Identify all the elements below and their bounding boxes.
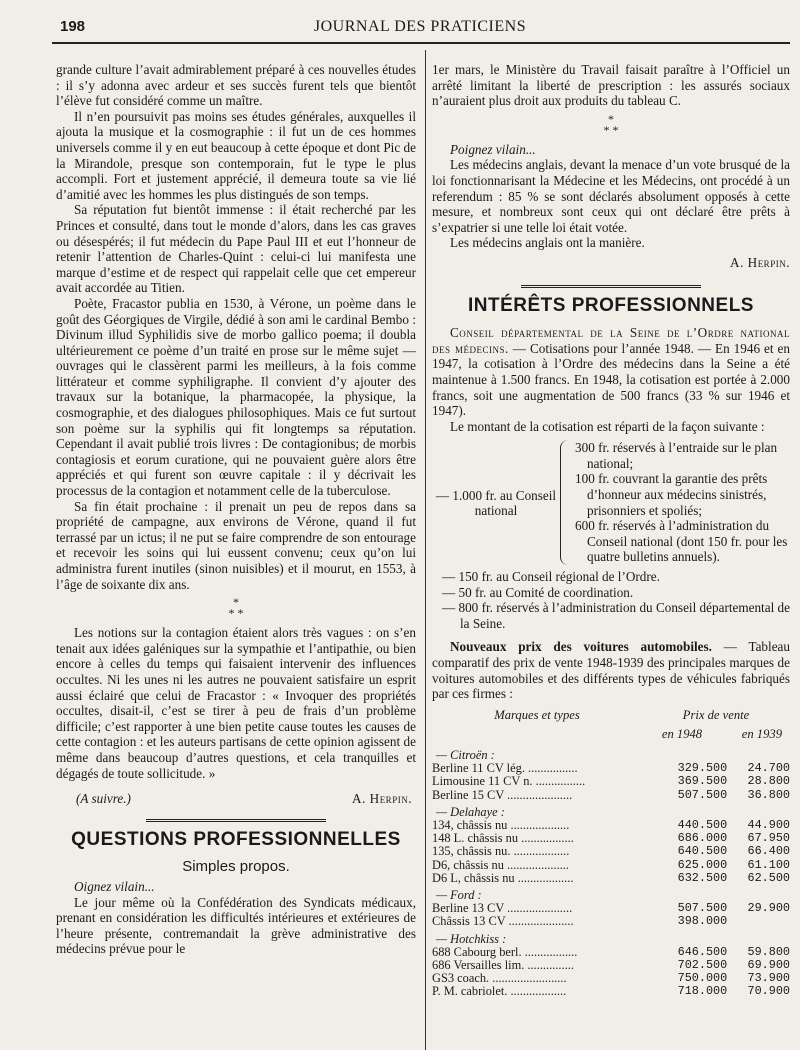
vehicle-type: Berline 13 CV ..................... [432,902,573,916]
price-1939: 59.800 [747,944,790,959]
vehicle-type: Limousine 11 CV n. ................ [432,775,586,789]
make-row [432,745,790,762]
vehicle-type: Châssis 13 CV ..................... [432,915,574,929]
left-paragraph: Le jour même où la Confédération des Syndicats médicaux, prenant en considération les difficultés intérieures et extérieures de l’heure présente, contremandait la grève administrative des médecins prévue pour le [56,894,416,957]
page-header [60,16,780,42]
a-suivre: (A suivre.) [76,791,131,807]
price-1939 [727,915,790,928]
left-column [56,62,416,957]
right-paragraph: 1er mars, le Ministère du Travail faisait paraître à l’Officiel un arrêté limitant la liberté de prescription : les assurés sociaux n’auraient plus droit aux produits du tableau C. [432,62,790,109]
author-signature: A. Herpin. [352,791,412,807]
make-name: — Hotchkiss : [436,931,507,946]
dash-item: — 150 fr. au Conseil régional de l’Ordre. [442,569,660,585]
table-row [432,859,790,872]
conseil-text: — Cotisations pour l’année 1948. — En 1946 et en 1947, la cotisation à l’Ordre des médecins dans la Seine a été maintenue à 1.500 francs. En 1948, la cotisation est portée à 2.000 francs, soit une augmentation de 500 francs (33 % sur 1946 et 1947). [432,340,790,419]
left-paragraph: Poète, Fracastor publia en 1530, à Vérone, un poème dans le goût des Géorgiques de Virgile, dédié à son ami le cardinal Bembo : Divinum illud Syphilidis sive de morbo gallico poema; il doubla ultérieurement ce poème d’un traité en prose sur le même sujet — ouvrages qui le classèrent parmi les meilleurs, à la fois comme littérateur et comme syphiligraphe. Il convient d’y ajouter des travaux sur la botanique, la pharmacopée, la physique, la cosmographie, et des dialogues philosophiques. Mais ce fut surtout son poème sur la syphilis qui fit longtemps sa réputation. Cependant il avait publié trois livres : De contagionibus; de morbis contagiosis et eorum curatione, qui ne pouvaient guère alors être appréciés et qui furent son œuvre capitale : il y décrivait les processus de la contagion et notamment celle de la tuberculose. [56,295,416,499]
make-name: — Ford : [436,888,482,902]
price-1939: 69.900 [747,958,790,973]
price-1948: 640.500 [677,844,728,859]
price-1948: 625.000 [677,857,728,872]
col-prix: Prix de vente [682,707,750,722]
table-row [432,946,790,959]
make-name: — Delahaye : [436,804,505,819]
vehicle-type: 135, châssis nu. .................. [432,845,570,859]
table-row [432,872,790,885]
table-header [432,708,790,724]
table-row [432,915,790,928]
price-1948: 632.500 [677,870,728,885]
vehicle-type: 686 Versailles lim. ............... [432,959,574,973]
price-1948: 398.000 [677,914,728,929]
year-1939: en 1939 [741,727,782,742]
vehicle-type: P. M. cabriolet. .................. [432,985,567,999]
split-item: 100 fr. couvrant la garantie des prêts d’honneur aux médecins sinistrés, prisonniers et spoliés; [575,471,768,518]
make-row [432,929,790,946]
section-title-interets: INTÉRÊTS PROFESSIONNELS [468,294,754,316]
table-row [432,902,790,915]
right-column [432,62,790,999]
conseil-heading: Conseil départemental de la Seine de l’Ordre national des médecins. [432,325,790,356]
vehicle-type: D6, châssis nu .................... [432,858,569,872]
split-right [575,440,790,565]
split-item: 300 fr. réservés à l’entraide sur le plan national; [575,440,778,471]
price-1939: 67.950 [747,831,790,846]
prix-heading: Nouveaux prix des voitures automobiles. [450,639,712,655]
header-rule [52,42,790,44]
price-1948: 440.500 [677,817,728,832]
vehicle-type: Berline 11 CV lég. ................ [432,762,578,776]
table-row [432,985,790,998]
vehicle-type: Berline 15 CV ..................... [432,788,573,802]
signature-line [76,791,412,807]
table-row [432,959,790,972]
cotisation-breakdown [432,440,790,565]
price-1939: 24.700 [747,761,790,776]
price-1948: 329.500 [677,761,728,776]
price-1948: 507.500 [677,787,728,802]
price-1939: 62.500 [747,870,790,885]
price-1939: 44.900 [747,817,790,832]
col-marques: Marques et types [494,707,580,722]
price-1939: 28.800 [747,774,790,789]
table-row [432,832,790,845]
oignez-heading: Oignez vilain... [74,878,155,894]
price-1939: 66.400 [747,844,790,859]
author-signature: A. Herpin. [730,254,790,270]
dash-list [432,569,790,631]
vehicle-type: 134, châssis nu ................... [432,818,570,832]
make-row [432,885,790,902]
vehicle-type: 688 Cabourg berl. ................. [432,945,578,959]
asterism: * * * [228,595,244,621]
price-1948: 369.500 [677,774,728,789]
left-paragraph: grande culture l’avait admirablement préparé à ces nouvelles études : il s’y adonna avec ardeur et ses succès furent tels que bientôt l’élève fut considéré comme un maître. [56,62,416,109]
price-1939: 29.900 [747,901,790,916]
price-table [432,745,790,999]
table-row [432,972,790,985]
split-left: — 1.000 fr. au Conseil national [435,487,557,518]
dash-item: — 50 fr. au Comité de coordination. [442,584,634,600]
left-paragraph: Il n’en poursuivit pas moins ses études générales, auxquelles il ajouta la musique et la cosmographie : il fut un de ces hommes universels comme il y en eut beaucoup à cette époque et dont Pic de la Mirandole, presque son contemporain, fut le type le plus accompli. Fort et justement apprécié, il demeura toute sa vie lié d’amitié avec les hommes les plus distingués de son temps. [56,108,416,202]
journal-title: JOURNAL DES PRATICIENS [313,18,527,35]
page-number: 198 [60,18,86,35]
poignez-heading: Poignez vilain... [450,141,536,157]
subtitle: Simples propos. [182,858,290,876]
table-row [432,775,790,788]
section-title-questions: QUESTIONS PROFESSIONNELLES [71,828,401,850]
table-row [432,762,790,775]
price-1948: 718.000 [677,984,728,999]
year-1948: en 1948 [661,727,703,742]
price-1948: 507.500 [677,901,728,916]
prix-text: — Tableau comparatif des prix de vente 1948-1939 des principales marques de voitures automobiles et des différents types de véhicules fabriqués par ces firmes : [432,639,790,702]
price-1948: 686.000 [677,831,728,846]
brace [560,440,571,565]
dash-item: — 800 fr. réservés à l’administration du Conseil départemental de la Seine. [442,600,790,631]
vehicle-type: D6 L, châssis nu .................. [432,871,574,885]
left-paragraph: Les notions sur la contagion étaient alors très vagues : on s’en tenait aux idées galéniques sur la sympathie et l’antipathie, ou bien encore à celles du temps qui faisaient intervenir des influences occultes. Ni les unes ni les autres ne pouvaient satisfaire un esprit aussi éclairé que celui de Fracastor : « Invoquer des propriétés occultes, disait-il, c’est se tirer à peu de frais d’un problème difficile; c’est rapporter à une bien petite cause toutes les causes de cette contagion : et les auteurs partisans de cette opinion agissent de même dans beaucoup d’autres questions, et cela tranquilles et dégagés de toute sollicitude. » [56,625,416,781]
vehicle-type: 148 L. châssis nu ................. [432,832,574,846]
right-paragraph: Le montant de la cotisation est réparti de la façon suivante : [450,418,765,434]
table-row [432,789,790,802]
split-item: 600 fr. réservés à l’administration du Conseil national (dont 150 fr. pour les quatre bulletins annuels). [575,518,788,565]
right-paragraph: Les médecins anglais, devant la menace d’un vote brusqué de la loi fonctionnarisant la Médecine et les Médecins, ont procédé à un referendum : 85 % se sont déclarés absolument opposés à cette mesure, et nombreux sont ceux qui ont déclaré être prêts à s’expatrier si une telle loi était votée. [432,157,790,235]
asterism: * * * [603,111,619,137]
column-divider [425,50,426,1050]
price-1948: 702.500 [677,958,728,973]
left-paragraph: Sa réputation fut bientôt immense : il était recherché par les Princes et consulté, dans tout le monde d’alors, dans les cas graves ou désespérés; il fut médecin du Pape Paul III et eut l’honneur de retenir l’attention de Charles-Quint : celui-ci lui manifesta une marque d’estime et de respect qui rappelait celle que cet empereur avait accordée au Titien. [56,202,416,296]
price-1948: 646.500 [677,944,728,959]
section-rule [521,285,701,290]
section-rule [146,819,326,824]
make-row [432,802,790,819]
left-paragraph: Sa fin était prochaine : il prenait un peu de repos dans sa propriété de campagne, aux environs de Vérone, quand il fut terrassé par un ictus; il ne put se faire comprendre de son entourage et recevoir les soins qui lui eussent convenu; ceux qu’on lui administra furent inutiles (sinon nuisibles) et il mourut, en 1553, à l’âge de soixante dix ans. [56,498,416,592]
price-1939: 61.100 [747,857,790,872]
make-name: — Citroën : [436,747,495,762]
price-1939: 36.800 [747,787,790,802]
vehicle-type: GS3 coach. ........................ [432,972,567,986]
table-row [432,845,790,858]
price-1939: 70.900 [747,984,790,999]
price-1948: 750.000 [677,971,728,986]
right-paragraph: Les médecins anglais ont la manière. [450,235,645,251]
price-1939: 73.900 [747,971,790,986]
table-years [432,727,790,743]
table-row [432,819,790,832]
